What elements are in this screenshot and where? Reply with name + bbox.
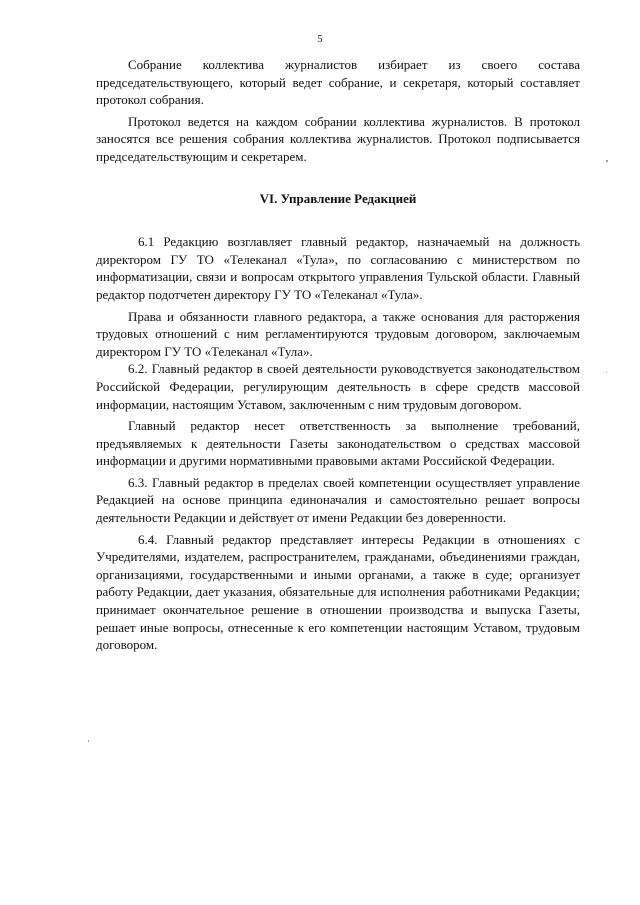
paragraph-protocol: Протокол ведется на каждом собрании коллектива журналистов. В протокол заносятся все решения собрания коллектива журналистов. Протокол подписывается председательствующим и секретарем. <box>96 113 580 164</box>
document-body <box>96 56 580 654</box>
paragraph-editor-responsibility: Главный редактор несет ответственность за выполнение требований, предъявляемых к деятельности Газеты законодательством о средствах массовой информации и другими нормативными правовыми актами Российской Федерации. <box>96 418 580 469</box>
page-number: 5 <box>317 34 323 45</box>
paragraph-editor-rights: Права и обязанности главного редактора, а также основания для расторжения трудовых отношений с ним регламентируются трудовым договором, заключаемым директором ГУ ТО «Телеканал «Тула». <box>96 308 580 359</box>
paragraph-meeting-chair: Собрание коллектива журналистов избирает из своего состава председательствующего, который ведет собрание, и секретаря, который составляет протокол собрания. <box>96 57 580 108</box>
scan-speck <box>606 372 607 373</box>
section-heading: VI. Управление Редакцией <box>259 190 417 206</box>
paragraph-6-1: 6.1 Редакцию возглавляет главный редактор, назначаемый на должность директором ГУ ТО «Телеканал «Тула», по согласованию с министерством по информатизации, связи и вопросам открытого управления Тульской области. Главный редактор подотчетен директору ГУ ТО «Телеканал «Тула». <box>96 234 580 302</box>
paragraph-6-2: 6.2. Главный редактор в своей деятельности руководствуется законодательством Российской Федерации, регулирующим деятельность в сфере средств массовой информации, настоящим Уставом, заключенным с ним трудовым договором. <box>96 361 580 412</box>
paragraph-6-3: 6.3. Главный редактор в пределах своей компетенции осуществляет управление Редакцией на основе принципа единоначалия и самостоятельно решает вопросы деятельности Редакции и действует от имени Редакции без доверенности. <box>96 474 580 526</box>
scan-speck <box>88 740 89 742</box>
paragraph-6-4: 6.4. Главный редактор представляет интересы Редакции в отношениях с Учредителями, издателем, распространителем, гражданами, объединениями граждан, организациями, государственными и иными органами, а также в суде; организует работу Редакции, дает указания, обязательные для исполнения работниками Редакции; принимает окончательное решение в отношении производства и выпуска Газеты, решает иные вопросы, отнесенные к его компетенции настоящим Уставом, трудовым договором. <box>96 531 580 653</box>
scan-speck <box>606 160 608 162</box>
